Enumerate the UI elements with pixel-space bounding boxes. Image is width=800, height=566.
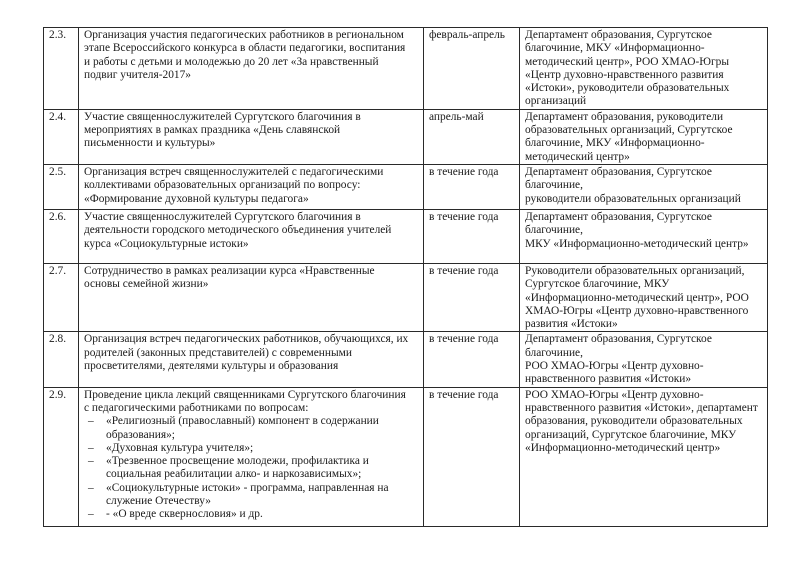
item-number: 2.5.: [44, 164, 79, 209]
text-line: подвиг учителя-2017»: [84, 68, 191, 81]
item-responsible: [520, 209, 768, 263]
table-row: [44, 209, 768, 263]
item-term: в течение года: [424, 387, 520, 526]
item-description: [79, 164, 424, 209]
dash-bullet-icon: –: [88, 415, 94, 428]
text-line: «Центр духовно-нравственного развития: [525, 68, 724, 81]
item-responsible: [520, 109, 768, 164]
text-line: деятельности городского методического объединения учителей: [84, 224, 392, 237]
text-line: Департамент образования, Сургутское: [525, 333, 712, 346]
text-line: Сотрудничество в рамках реализации курса «Нравственные: [84, 264, 375, 277]
text-line: методический центр», РОО ХМАО-Югры: [525, 55, 730, 68]
text-line: Департамент образования, руководители: [525, 110, 724, 123]
text-line: Руководители образовательных организаций,: [525, 264, 745, 277]
item-number: 2.9.: [44, 387, 79, 526]
item-term: апрель-май: [424, 109, 520, 164]
item-number: 2.6.: [44, 209, 79, 263]
text-line: просветителями, деятелями культуры и образования: [84, 360, 339, 373]
text-line: методический центр»: [525, 150, 630, 163]
text-line: организаций: [525, 95, 587, 108]
list-item: [84, 442, 418, 455]
item-responsible: [520, 332, 768, 387]
text-line: благочиние,: [525, 224, 583, 237]
item-responsible: [520, 164, 768, 209]
dash-bullet-icon: –: [88, 481, 94, 494]
item-term: в течение года: [424, 209, 520, 263]
text-line: РОО ХМАО-Югры «Центр духовно-: [525, 360, 704, 373]
text-line: ХМАО-Югры «Центр духовно-нравственного: [525, 304, 749, 317]
text-line: Департамент образования, Сургутское: [525, 165, 712, 178]
text-line: Участие священнослужителей Сургутского благочиния в: [84, 210, 361, 223]
text-line: благочиние, МКУ «Информационно-: [525, 137, 705, 150]
list-item: [84, 455, 418, 482]
item-responsible: [520, 28, 768, 110]
dash-bullet-icon: –: [88, 441, 94, 454]
list-item: [84, 482, 418, 509]
table-row: [44, 28, 768, 110]
text-line: развития «Истоки»: [525, 318, 618, 331]
list-item: [84, 415, 418, 442]
text-line: Сургутское благочиние, МКУ: [525, 278, 670, 291]
text-line: РОО ХМАО-Югры «Центр духовно-: [525, 388, 704, 401]
item-number: 2.4.: [44, 109, 79, 164]
lecture-topics-list: [84, 415, 418, 521]
text-line: нравственного развития «Истоки», департамент: [525, 401, 758, 414]
table-row: [44, 387, 768, 526]
item-description: [79, 332, 424, 387]
table-row: [44, 164, 768, 209]
text-line: Проведение цикла лекций священниками Сургутского благочиния: [84, 388, 406, 401]
item-term: в течение года: [424, 332, 520, 387]
text-line: Организация встреч педагогических работников, обучающихся, их: [84, 333, 409, 346]
text-line: письменности и культуры»: [84, 137, 216, 150]
text-line: «Формирование духовной культуры педагога»: [84, 192, 309, 205]
text-line: Организация участия педагогических работников в региональном: [84, 29, 404, 41]
text-line: Организация встреч священнослужителей с педагогическими: [84, 165, 384, 178]
text-line: основы семейной жизни»: [84, 278, 209, 291]
text-line: коллективами образовательных организаций по вопросу:: [84, 179, 361, 192]
text-line: «Истоки», руководители образовательных: [525, 82, 730, 95]
table-row: [44, 109, 768, 164]
text-line: служение Отечеству»: [106, 495, 211, 508]
text-line: организаций, Сургутское благочиние, МКУ: [525, 428, 737, 441]
text-line: Департамент образования, Сургутское: [525, 29, 712, 41]
item-term: февраль-апрель: [424, 28, 520, 110]
text-line: мероприятиях в рамках праздника «День славянской: [84, 124, 341, 137]
activity-plan-table: [43, 27, 768, 527]
text-line: Департамент образования, Сургутское: [525, 210, 712, 223]
text-line: Участие священнослужителей Сургутского благочиния в: [84, 110, 361, 123]
text-line: «Духовная культура учителя»;: [106, 441, 254, 454]
text-line: и работы с детьми и молодежью до 20 лет «За нравственный: [84, 55, 379, 68]
text-line: образовательных организаций, Сургутское: [525, 124, 733, 137]
item-responsible: [520, 263, 768, 331]
item-description: [79, 263, 424, 331]
table-row: [44, 332, 768, 387]
text-line: «Трезвенное просвещение молодежи, профилактика и: [106, 455, 369, 468]
dash-bullet-icon: –: [88, 455, 94, 468]
text-line: образования, руководители образовательных: [525, 415, 743, 428]
text-line: благочиние, МКУ «Информационно-: [525, 42, 705, 55]
item-description: [79, 387, 424, 526]
item-term: в течение года: [424, 164, 520, 209]
text-line: этапе Всероссийского конкурса в области педагогики, воспитания: [84, 42, 406, 55]
text-line: «Религиозный (православный) компонент в содержании: [106, 415, 379, 428]
item-description: [79, 28, 424, 110]
text-line: родителей (законных представителей) с современными: [84, 346, 352, 359]
text-line: благочиние,: [525, 179, 583, 192]
text-line: МКУ «Информационно-методический центр»: [525, 237, 749, 250]
text-line: благочиние,: [525, 346, 583, 359]
item-number: 2.8.: [44, 332, 79, 387]
text-line: курса «Социокультурные истоки»: [84, 237, 249, 250]
text-line: с педагогическими работниками по вопросам:: [84, 401, 309, 414]
item-responsible: [520, 387, 768, 526]
text-line: социальная реабилитации алко- и наркозависимых»;: [106, 468, 362, 481]
text-line: «Информационно-методический центр», РОО: [525, 291, 749, 304]
text-line: «Информационно-методический центр»: [525, 441, 721, 454]
item-description: [79, 209, 424, 263]
item-number: 2.3.: [44, 28, 79, 110]
item-description: [79, 109, 424, 164]
item-number: 2.7.: [44, 263, 79, 331]
list-item: [84, 508, 418, 521]
text-line: «Социокультурные истоки» - программа, направленная на: [106, 481, 389, 494]
text-line: образования»;: [106, 428, 175, 441]
dash-bullet-icon: –: [88, 508, 94, 521]
table-row: [44, 263, 768, 331]
text-line: - «О вреде сквернословия» и др.: [106, 508, 263, 521]
text-line: руководители образовательных организаций: [525, 192, 741, 205]
item-term: в течение года: [424, 263, 520, 331]
text-line: нравственного развития «Истоки»: [525, 373, 692, 386]
